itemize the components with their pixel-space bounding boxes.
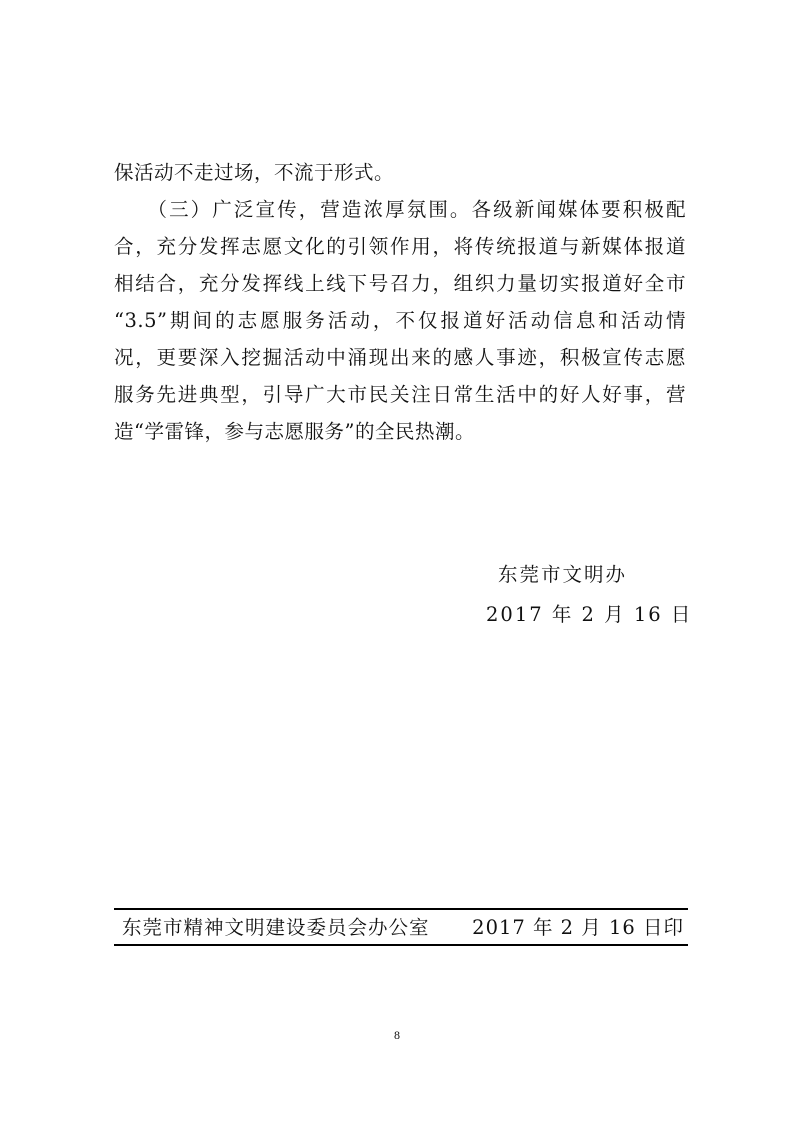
footer-top-rule xyxy=(114,908,688,910)
body-line-4: 相结合，充分发挥线上线下号召力，组织力量切实报道好全市 xyxy=(114,272,686,295)
footer-bottom-rule xyxy=(114,944,688,946)
footer-organization: 东莞市精神文明建设委员会办公室 xyxy=(122,916,430,939)
body-line-2: （三）广泛宣传，营造浓厚氛围。各级新闻媒体要积极配 xyxy=(114,198,686,221)
body-paragraphs xyxy=(114,154,686,450)
body-line-6: 况，更要深入挖掘活动中涌现出来的感人事迹，积极宣传志愿 xyxy=(114,346,686,369)
page-number: 8 xyxy=(394,1028,400,1042)
body-line-3: 合，充分发挥志愿文化的引领作用，将传统报道与新媒体报道 xyxy=(114,235,686,258)
body-line-8: 造“学雷锋，参与志愿服务”的全民热潮。 xyxy=(114,420,475,443)
signature-issuer: 东莞市文明办 xyxy=(498,563,628,586)
footer-print-date: 2017 年 2 月 16 日印 xyxy=(472,916,684,939)
body-line-7: 服务先进典型，引导广大市民关注日常生活中的好人好事，营 xyxy=(114,383,686,406)
body-line-5: “3.5”期间的志愿服务活动，不仅报道好活动信息和活动情 xyxy=(114,309,686,332)
signature-date: 2017 年 2 月 16 日 xyxy=(486,603,693,626)
body-line-1: 保活动不走过场，不流于形式。 xyxy=(114,161,395,184)
